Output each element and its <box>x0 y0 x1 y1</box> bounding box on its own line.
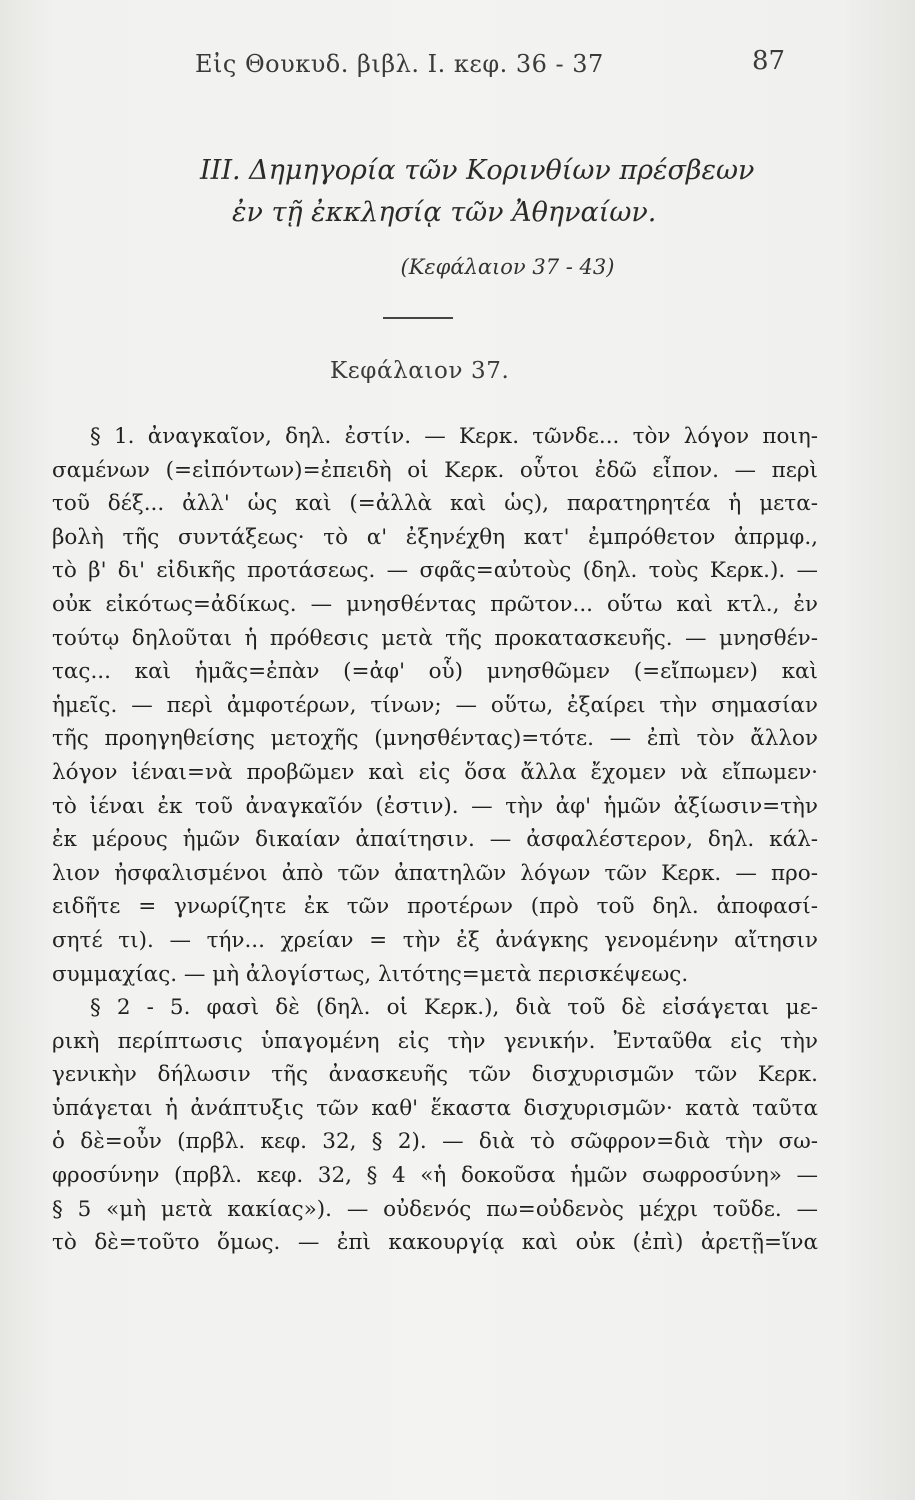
text-line: τούτῳ δηλοῦται ἡ πρόθεσις μετὰ τῆς προκατασκευῆς. — μνησθέν- <box>52 625 818 651</box>
text-line: γενικὴν δήλωσιν τῆς ἀνασκευῆς τῶν δισχυρισμῶν τῶν Κερκ. <box>52 1062 818 1088</box>
chapter-heading: Κεφάλαιον 37. <box>330 358 510 384</box>
text-line: οὐκ εἰκότως=ἀδίκως. — μνησθέντας πρῶτον... οὕτω καὶ κτλ., ἐν <box>52 591 818 617</box>
text-line: σητέ τι). — τήν... χρείαν = τὴν ἐξ ἀνάγκης γενομένην αἴτησιν <box>52 927 818 953</box>
text-line: ειδῆτε = γνωρίζητε ἐκ τῶν προτέρων (πρὸ τοῦ δηλ. ἀποφασί- <box>52 894 818 920</box>
section-title-line-2: ἐν τῇ ἐκκλησίᾳ τῶν Ἀθηναίων. <box>232 197 657 228</box>
text-line: τοῦ δέξ... ἀλλ' ὡς καὶ (=ἀλλὰ καὶ ὡς), παρατηρητέα ἡ μετα- <box>52 491 818 517</box>
text-line: § 5 «μὴ μετὰ κακίας»). — οὐδενός πω=οὐδενὸς μέχρι τοῦδε. — <box>52 1196 818 1222</box>
text-line: λιον ἠσφαλισμένοι ἀπὸ τῶν ἀπατηλῶν λόγων τῶν Κερκ. — προ- <box>52 860 818 886</box>
text-line: ἡμεῖς. — περὶ ἀμφοτέρων, τίνων; — οὕτω, ἐξαίρει τὴν σημασίαν <box>52 692 818 718</box>
running-head: Εἰς Θουκυδ. βιβλ. I. κεφ. 36 - 37 <box>195 50 604 78</box>
text-line: βολὴ τῆς συντάξεως· τὸ α' ἐξηνέχθη κατ' ἐμπρόθετον ἀπρμφ., <box>52 524 818 550</box>
text-line: φροσύνην (πρβλ. κεφ. 32, § 4 «ἡ δοκοῦσα ἡμῶν σωφροσύνη» — <box>52 1163 818 1189</box>
section-title <box>200 150 754 234</box>
page-number: 87 <box>752 46 786 76</box>
text-line: ὁ δὲ=οὖν (πρβλ. κεφ. 32, § 2). — διὰ τὸ σῶφρον=διὰ τὴν σω- <box>52 1129 818 1155</box>
chapter-range: (Κεφάλαιον 37 - 43) <box>400 255 615 279</box>
text-line: λόγον ἰέναι=νὰ προβῶμεν καὶ εἰς ὅσα ἄλλα ἔχομεν νὰ εἴπωμεν· <box>52 759 818 785</box>
text-line: ὑπάγεται ἡ ἀνάπτυξις τῶν καθ' ἕκαστα δισχυρισμῶν· κατὰ ταῦτα <box>52 1095 818 1121</box>
text-line: τὸ ἰέναι ἐκ τοῦ ἀναγκαῖόν (ἐστιν). — τὴν ἀφ' ἡμῶν ἀξίωσιν=τὴν <box>52 793 818 819</box>
text-line: τὸ β' δι' εἰδικῆς προτάσεως. — σφᾶς=αὐτοὺς (δηλ. τοὺς Κερκ.). — <box>52 558 818 584</box>
text-line: τὸ δὲ=τοῦτο ὅμως. — ἐπὶ κακουργίᾳ καὶ οὐκ (ἐπὶ) ἀρετῇ=ἵνα <box>52 1230 818 1256</box>
text-line: ἐκ μέρους ἡμῶν δικαίαν ἀπαίτησιν. — ἀσφαλέστερον, δηλ. κάλ- <box>52 827 818 853</box>
section-title-line-1: ΙΙΙ. Δημηγορία τῶν Κορινθίων πρέσβεων <box>200 155 755 186</box>
text-line: τῆς προηγηθείσης μετοχῆς (μνησθέντας)=τότε. — ἐπὶ τὸν ἄλλον <box>52 726 818 752</box>
text-line: τας... καὶ ἡμᾶς=ἐπὰν (=ἀφ' οὗ) μνησθῶμεν (=εἴπωμεν) καὶ <box>52 659 818 685</box>
text-line: § 1. ἀναγκαῖον, δηλ. ἐστίν. — Κερκ. τῶνδε... τὸν λόγον ποιη- <box>90 424 818 449</box>
commentary-body <box>52 420 818 1260</box>
text-line: ρικὴ περίπτωσις ὑπαγομένη εἰς τὴν γενικήν. Ἐνταῦθα εἰς τὴν <box>52 1028 818 1054</box>
text-line: σαμένων (=εἰπόντων)=ἐπειδὴ οἱ Κερκ. οὗτοι ἐδῶ εἶπον. — περὶ <box>52 457 818 483</box>
divider-rule <box>383 317 453 319</box>
text-line: συμμαχίας. — μὴ ἀλογίστως, λιτότης=μετὰ περισκέψεως. <box>52 961 689 987</box>
text-line: § 2 - 5. φασὶ δὲ (δηλ. οἱ Κερκ.), διὰ τοῦ δὲ εἰσάγεται με- <box>90 995 818 1021</box>
